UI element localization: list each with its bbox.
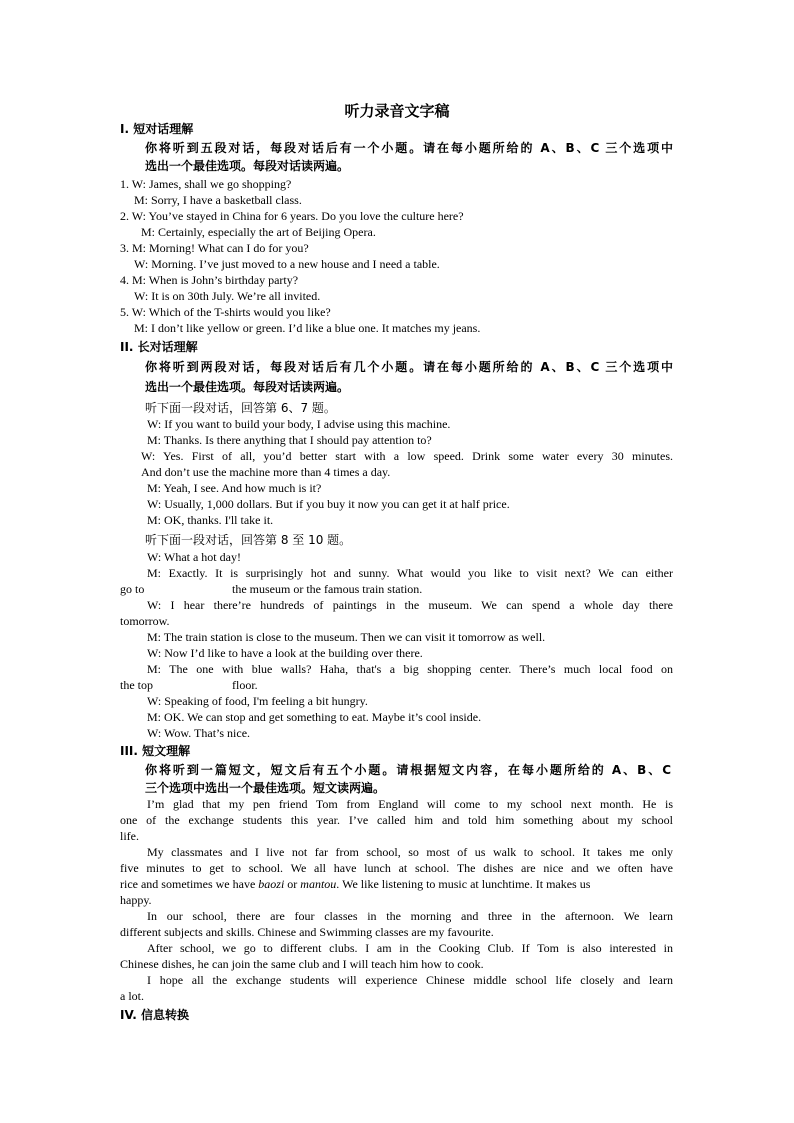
passage-text: or: [287, 877, 298, 891]
passage-text: . We like listening to music at lunchtime. It makes us: [336, 877, 591, 891]
dialogue-line: W: What a hot day!: [147, 550, 241, 564]
dialogue-line: go to: [120, 582, 145, 596]
passage-line: happy.: [120, 893, 152, 907]
section-1-heading: I. 短对话理解: [120, 122, 194, 136]
section-3-instruction-line-2: 三个选项中选出一个最佳选项。短文读两遍。: [145, 781, 386, 795]
dialogue-line: W: I hear there’re hundreds of paintings in the museum. We can spend a whole day there: [147, 598, 673, 612]
section-2-heading: II. 长对话理解: [120, 340, 198, 354]
passage-line: In our school, there are four classes in the morning and three in the afternoon. We learn: [147, 909, 673, 923]
dialogue-line: W: Now I’d like to have a look at the building over there.: [147, 646, 423, 660]
passage-word-mantou: mantou: [300, 877, 337, 891]
passage-line: life.: [120, 829, 139, 843]
dialogue-line: W: Speaking of food, I'm feeling a bit hungry.: [147, 694, 368, 708]
section-2-instruction-line-2: 选出一个最佳选项。每段对话读两遍。: [145, 380, 350, 394]
dialogue-line: M: Yeah, I see. And how much is it?: [147, 481, 322, 495]
dialogue-cue-1: 听下面一段对话，回答第 6、7 题。: [145, 401, 336, 415]
passage-line: different subjects and skills. Chinese and Swimming classes are my favourite.: [120, 925, 494, 939]
dialogue-line: the top: [120, 678, 153, 692]
dialogue-line: W: If you want to build your body, I advise using this machine.: [147, 417, 451, 431]
passage-line: I hope all the exchange students will experience Chinese middle school life closely and learn: [147, 973, 673, 987]
dialogue-line: M: OK. We can stop and get something to eat. Maybe it’s cool inside.: [147, 710, 482, 724]
dialogue-line: M: I don’t like yellow or green. I’d like a blue one. It matches my jeans.: [134, 321, 481, 335]
dialogue-line: M: OK, thanks. I'll take it.: [147, 513, 274, 527]
passage-text: rice and sometimes we have: [120, 877, 256, 891]
dialogue-line: floor.: [232, 678, 258, 692]
dialogue-line: And don’t use the machine more than 4 times a day.: [141, 465, 391, 479]
dialogue-line: 1. W: James, shall we go shopping?: [120, 177, 292, 191]
passage-line: five minutes to get to school. We all have lunch at school. The dishes are nice and we often have: [120, 861, 673, 875]
dialogue-line: M: The one with blue walls? Haha, that's a big shopping center. There’s much local food on: [147, 662, 673, 676]
passage-line: one of the exchange students this year. I’ve called him and told him something about my school: [120, 813, 673, 827]
dialogue-line: M: Certainly, especially the art of Beijing Opera.: [141, 225, 376, 239]
dialogue-line: W: It is on 30th July. We’re all invited.: [134, 289, 321, 303]
section-2-instruction-line-1: 你将听到两段对话，每段对话后有几个小题。请在每小题所给的 A、B、C 三个选项中: [145, 360, 673, 374]
passage-line: My classmates and I live not far from school, so most of us walk to school. It takes me only: [147, 845, 673, 859]
passage-line: After school, we go to different clubs. I am in the Cooking Club. If Tom is also interested in: [147, 941, 673, 955]
dialogue-line: M: Sorry, I have a basketball class.: [134, 193, 302, 207]
dialogue-line: 4. M: When is John’s birthday party?: [120, 273, 299, 287]
section-4-heading: IV. 信息转换: [120, 1008, 189, 1022]
passage-line: Chinese dishes, he can join the same club and I will teach him how to cook.: [120, 957, 484, 971]
passage-line: I’m glad that my pen friend Tom from England will come to my school next month. He is: [147, 797, 673, 811]
section-3-heading: III. 短文理解: [120, 744, 191, 758]
dialogue-line: W: Usually, 1,000 dollars. But if you buy it now you can get it at half price.: [147, 497, 510, 511]
dialogue-line: W: Yes. First of all, you’d better start with a low speed. Drink some water every 30 minutes.: [141, 449, 673, 463]
section-3-instruction-line-1: 你将听到一篇短文，短文后有五个小题。请根据短文内容，在每小题所给的 A、B、C: [145, 763, 671, 777]
passage-line: a lot.: [120, 989, 144, 1003]
dialogue-line: tomorrow.: [120, 614, 170, 628]
dialogue-line: M: Exactly. It is surprisingly hot and sunny. What would you like to visit next? We can either: [147, 566, 673, 580]
dialogue-line: M: Thanks. Is there anything that I should pay attention to?: [147, 433, 432, 447]
dialogue-line: 5. W: Which of the T-shirts would you like?: [120, 305, 331, 319]
dialogue-line: W: Morning. I’ve just moved to a new house and I need a table.: [134, 257, 440, 271]
section-1-instruction-line-1: 你将听到五段对话，每段对话后有一个小题。请在每小题所给的 A、B、C 三个选项中: [145, 141, 673, 155]
passage-line: [120, 876, 590, 892]
dialogue-line: 2. W: You’ve stayed in China for 6 years. Do you love the culture here?: [120, 209, 464, 223]
page-title: 听力录音文字稿: [344, 102, 450, 120]
dialogue-line: W: Wow. That’s nice.: [147, 726, 251, 740]
dialogue-line: M: The train station is close to the museum. Then we can visit it tomorrow as well.: [147, 630, 546, 644]
dialogue-line: 3. M: Morning! What can I do for you?: [120, 241, 309, 255]
dialogue-cue-2: 听下面一段对话，回答第 8 至 10 题。: [145, 533, 352, 547]
passage-word-baozi: baozi: [258, 877, 285, 891]
section-1-instruction-line-2: 选出一个最佳选项。每段对话读两遍。: [145, 159, 350, 173]
dialogue-line: the museum or the famous train station.: [232, 582, 423, 596]
